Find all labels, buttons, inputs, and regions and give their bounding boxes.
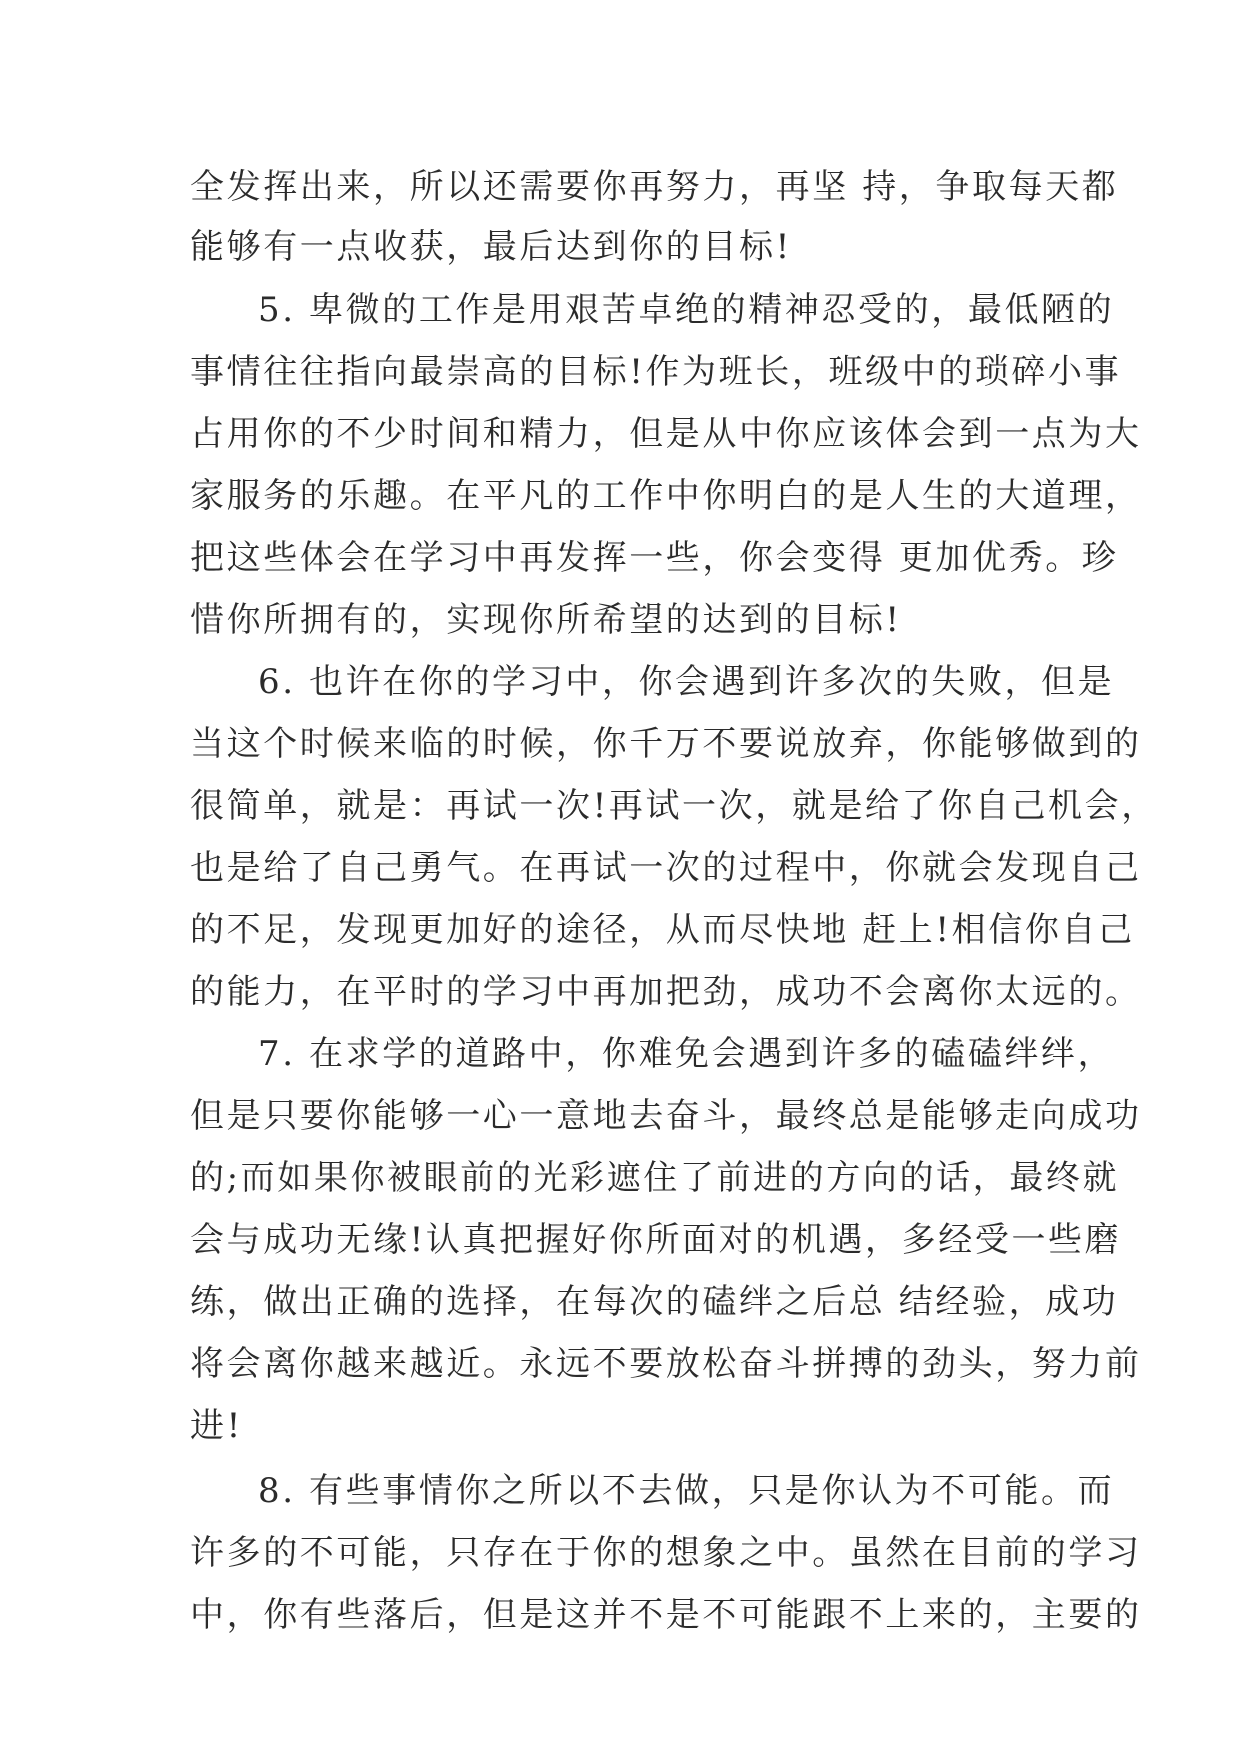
paragraph-7-start: 7. 在求学的道路中，你难免会遇到许多的磕磕绊绊， [258,1034,1115,1074]
text-line: 许多的不可能，只存在于你的想象之中。虽然在目前的学习 [190,1533,1142,1573]
text-line: 很简单，就是：再试一次!再试一次，就是给了你自己机会， [190,786,1158,826]
text-line: 也是给了自己勇气。在再试一次的过程中，你就会发现自己 [190,848,1142,888]
text-line: 的不足，发现更加好的途径，从而尽快地 赶上!相信你自己 [190,910,1135,950]
text-line: 占用你的不少时间和精力，但是从中你应该体会到一点为大 [190,414,1142,454]
text-line: 的;而如果你被眼前的光彩遮住了前进的方向的话，最终就 [190,1158,1120,1198]
text-line: 但是只要你能够一心一意地去奋斗，最终总是能够走向成功 [190,1096,1142,1136]
text-line: 惜你所拥有的，实现你所希望的达到的目标! [190,600,902,640]
paragraph-6-start: 6. 也许在你的学习中，你会遇到许多次的失败，但是 [258,662,1115,702]
text-line: 家服务的乐趣。在平凡的工作中你明白的是人生的大道理， [190,476,1142,516]
text-line: 全发挥出来，所以还需要你再努力，再坚 持，争取每天都 [190,167,1119,207]
text-line: 会与成功无缘!认真把握好你所面对的机遇，多经受一些磨 [190,1220,1122,1260]
paragraph-5-start: 5. 卑微的工作是用艰苦卓绝的精神忍受的，最低陋的 [258,290,1115,330]
text-line: 将会离你越来越近。永远不要放松奋斗拼搏的劲头，努力前 [190,1344,1142,1384]
text-line: 的能力，在平时的学习中再加把劲，成功不会离你太远的。 [190,972,1142,1012]
text-line: 能够有一点收获，最后达到你的目标! [190,227,792,267]
text-line: 中，你有些落后，但是这并不是不可能跟不上来的，主要的 [190,1595,1142,1635]
text-line: 进! [190,1406,243,1446]
text-line: 事情往往指向最崇高的目标!作为班长，班级中的琐碎小事 [190,352,1122,392]
paragraph-8-start: 8. 有些事情你之所以不去做，只是你认为不可能。而 [258,1471,1115,1511]
text-line: 把这些体会在学习中再发挥一些，你会变得 更加优秀。珍 [190,538,1119,578]
text-line: 练，做出正确的选择，在每次的磕绊之后总 结经验，成功 [190,1282,1119,1322]
text-line: 当这个时候来临的时候，你千万不要说放弃，你能够做到的 [190,724,1142,764]
